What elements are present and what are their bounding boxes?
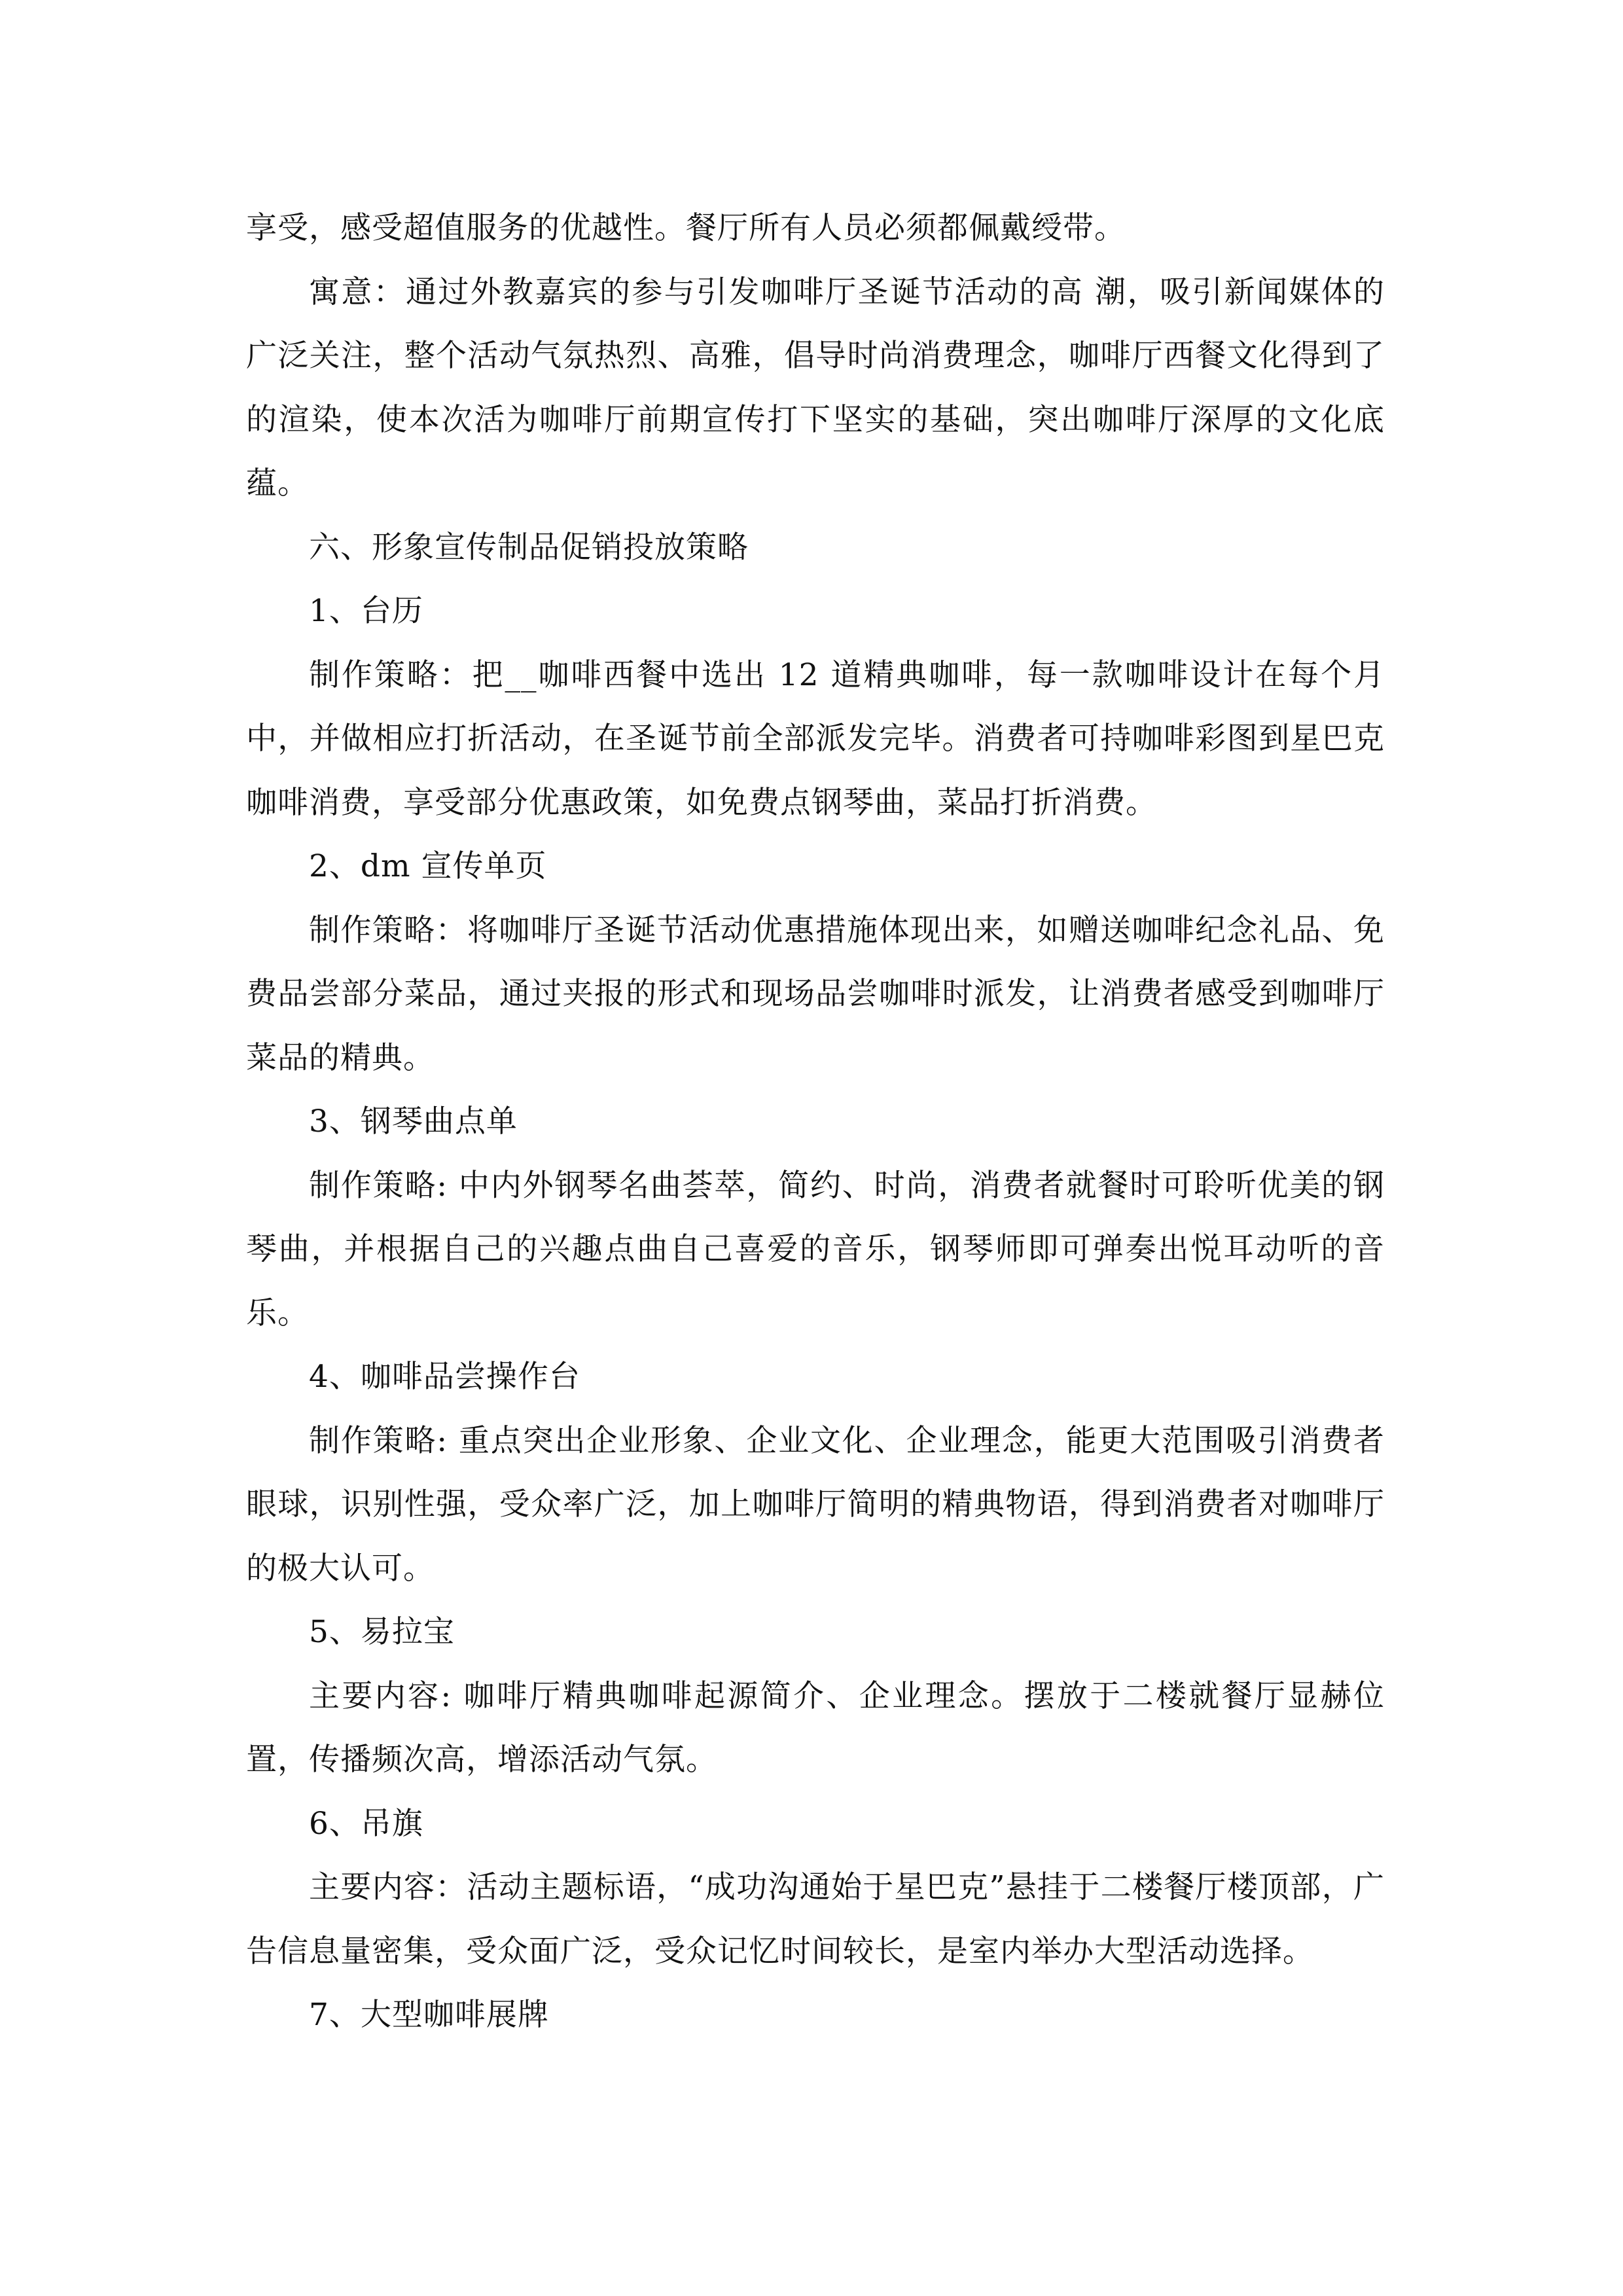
paragraph-flag-content: 主要内容：活动主题标语，“成功沟通始于星巴克”悬挂于二楼餐厅楼顶部，广告信息量密集，受众面广泛，受众记忆时间较长，是室内举办大型活动选择。: [246, 1869, 1385, 1969]
item-heading-display-board: 7、大型咖啡展牌: [309, 1997, 549, 2033]
item-heading-tasting-counter: 4、咖啡品尝操作台: [309, 1359, 580, 1395]
item-heading-piano-menu: 3、钢琴曲点单: [309, 1103, 518, 1139]
item-heading-calendar: 1、台历: [309, 593, 423, 629]
item-heading-rollup-banner: 5、易拉宝: [309, 1614, 455, 1650]
section-heading-6: 六、形象宣传制品促销投放策略: [309, 529, 749, 565]
item-heading-dm-flyer: 2、dm 宣传单页: [309, 848, 547, 884]
document-page: [246, 196, 1385, 2047]
item-heading-hanging-flag: 6、吊旗: [309, 1805, 423, 1842]
paragraph-piano-strategy: 制作策略: 中内外钢琴名曲荟萃，简约、时尚，消费者就餐时可聆听优美的钢琴曲，并根据自己的兴趣点曲自己喜爱的音乐，钢琴师即可弹奏出悦耳动听的音乐。: [246, 1167, 1385, 1331]
paragraph-meaning: 寓意：通过外教嘉宾的参与引发咖啡厅圣诞节活动的高 潮，吸引新闻媒体的广泛关注，整个活动气氛热烈、高雅，倡导时尚消费理念，咖啡厅西餐文化得到了的渲染，使本次活为咖啡厅前期宣传打下坚实的基础，突出咖啡厅深厚的文化底蕴。: [246, 274, 1385, 501]
paragraph-tasting-strategy: 制作策略: 重点突出企业形象、企业文化、企业理念，能更大范围吸引消费者眼球，识别性强，受众率广泛，加上咖啡厅简明的精典物语，得到消费者对咖啡厅的极大认可。: [246, 1422, 1385, 1587]
paragraph-rollup-content: 主要内容: 咖啡厅精典咖啡起源简介、企业理念。摆放于二楼就餐厅显赫位置，传播频次高，增添活动气氛。: [246, 1677, 1385, 1778]
paragraph-calendar-strategy: 制作策略：把__咖啡西餐中选出 12 道精典咖啡，每一款咖啡设计在每个月中，并做相应打折活动，在圣诞节前全部派发完毕。消费者可持咖啡彩图到星巴克咖啡消费，享受部分优惠政策，如免费点钢琴曲，菜品打折消费。: [246, 656, 1385, 821]
paragraph-dm-strategy: 制作策略：将咖啡厅圣诞节活动优惠措施体现出来，如赠送咖啡纪念礼品、免费品尝部分菜品，通过夹报的形式和现场品尝咖啡时派发，让消费者感受到咖啡厅菜品的精典。: [246, 912, 1385, 1076]
paragraph-continuation: 享受，感受超值服务的优越性。餐厅所有人员必须都佩戴绶带。: [246, 210, 1126, 246]
